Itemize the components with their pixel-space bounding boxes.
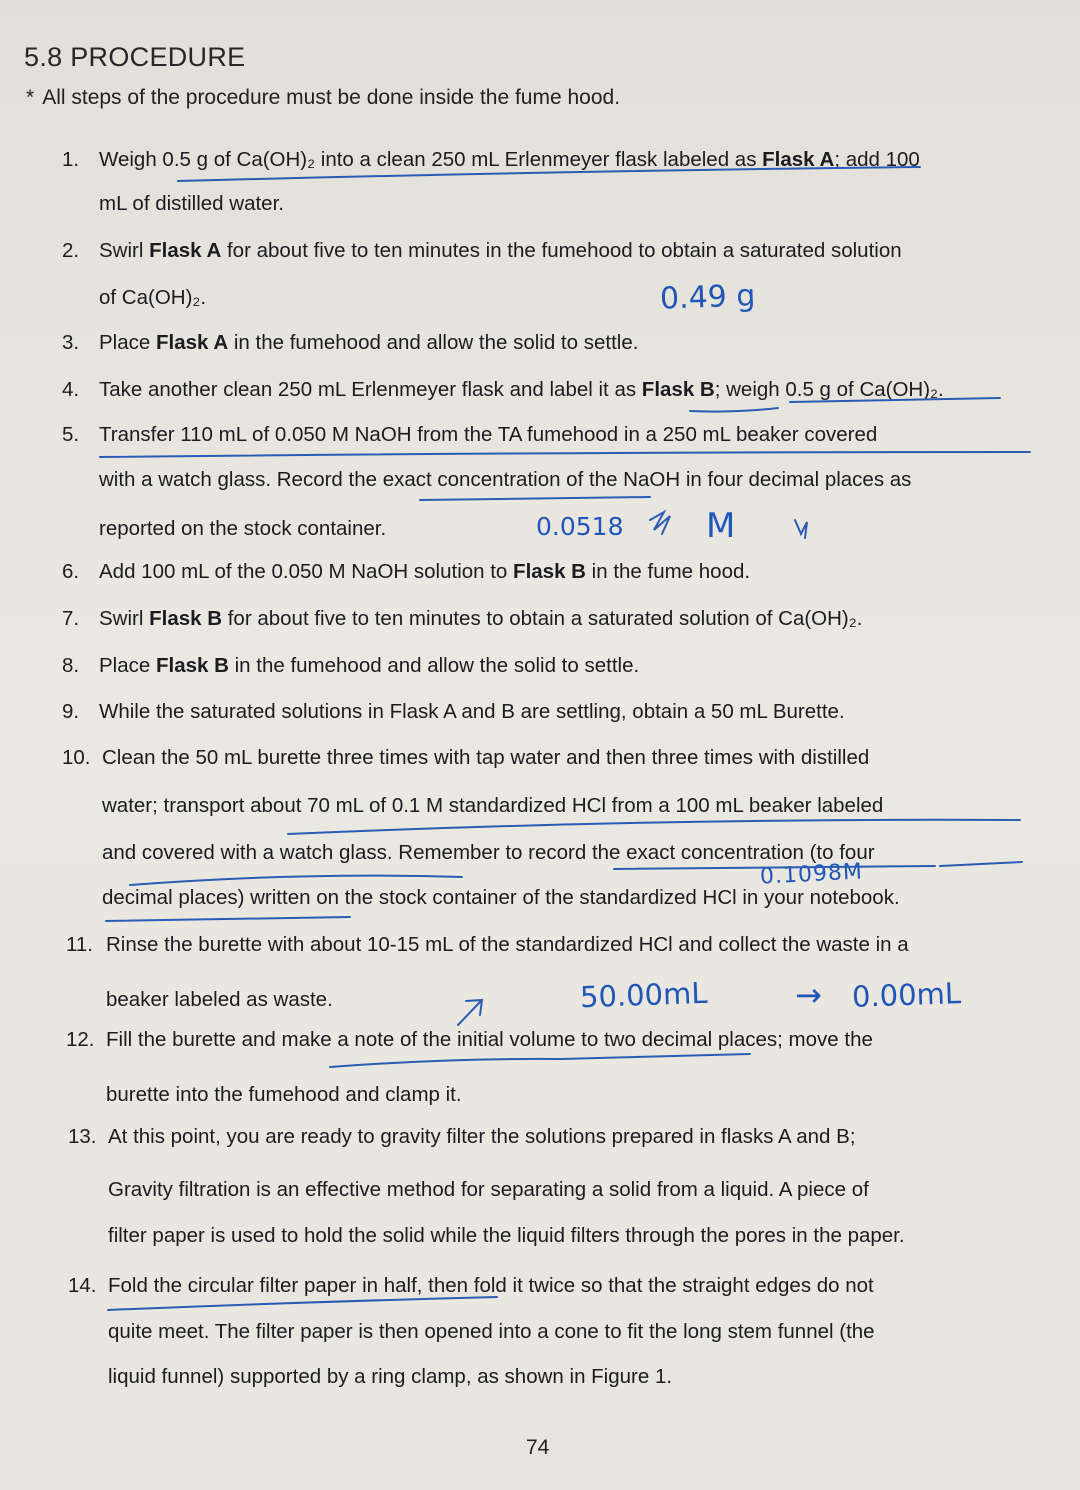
step-line: filter paper is used to hold the solid while the liquid filters through the pores in the paper. bbox=[108, 1224, 905, 1247]
bold-flask-label: Flask A bbox=[762, 148, 835, 171]
step-line: reported on the stock container. bbox=[99, 517, 387, 540]
handwritten-slant-arrow bbox=[458, 1000, 482, 1025]
step-line: water; transport about 70 mL of 0.1 M standardized HCl from a 100 mL beaker labeled bbox=[102, 794, 884, 817]
step-line: Transfer 110 mL of 0.050 M NaOH from the TA fumehood in a 250 mL beaker covered bbox=[99, 423, 878, 446]
underline-step10-c bbox=[940, 862, 1022, 866]
section-heading: 5.8 PROCEDURE bbox=[24, 42, 246, 72]
step-line: At this point, you are ready to gravity filter the solutions prepared in flasks A and B; bbox=[108, 1125, 856, 1148]
step-number: 10. bbox=[62, 746, 91, 769]
step-line: Fold the circular filter paper in half, then fold it twice so that the straight edges do not bbox=[108, 1274, 874, 1297]
handwritten-initial-volume: 50.00mL bbox=[579, 975, 708, 1015]
bold-flask-label: Flask B bbox=[641, 378, 715, 401]
step-line: Fill the burette and make a note of the initial volume to two decimal places; move the bbox=[106, 1028, 873, 1051]
underline-exact-conc bbox=[420, 497, 650, 500]
step-number: 3. bbox=[62, 331, 80, 354]
step-number: 9. bbox=[62, 700, 80, 723]
underline-step12 bbox=[330, 1054, 750, 1067]
step-line: Swirl Flask B for about five to ten minutes to obtain a saturated solution of Ca(OH)₂. bbox=[99, 607, 863, 630]
step-line: Place Flask B in the fumehood and allow the solid to settle. bbox=[99, 654, 640, 677]
handwritten-naoh-unit: M bbox=[706, 506, 736, 546]
step-line: with a watch glass. Record the exact concentration of the NaOH in four decimal places as bbox=[99, 468, 912, 491]
asterisk-icon: * bbox=[26, 86, 35, 109]
step-number: 7. bbox=[62, 607, 80, 630]
bold-flask-label: Flask B bbox=[155, 654, 229, 677]
bold-flask-label: Flask A bbox=[149, 239, 222, 262]
step-line: and covered with a watch glass. Remember to record the exact concentration (to four bbox=[102, 841, 875, 864]
step-line: mL of distilled water. bbox=[99, 192, 284, 215]
step-line: beaker labeled as waste. bbox=[106, 988, 333, 1011]
step-line: burette into the fumehood and clamp it. bbox=[106, 1083, 462, 1106]
page-number: 74 bbox=[526, 1436, 550, 1459]
underline-step14 bbox=[108, 1297, 497, 1310]
step-line: Add 100 mL of the 0.050 M NaOH solution to Flask B in the fume hood. bbox=[99, 560, 751, 583]
underline-flask-b bbox=[690, 408, 778, 412]
step-line: liquid funnel) supported by a ring clamp, as shown in Figure 1. bbox=[108, 1365, 673, 1388]
step-line: Rinse the burette with about 10-15 mL of the standardized HCl and collect the waste in a bbox=[106, 933, 909, 956]
step-line: decimal places) written on the stock container of the standardized HCl in your notebook. bbox=[102, 886, 900, 909]
step-number: 8. bbox=[62, 654, 80, 677]
step-line: Clean the 50 mL burette three times with tap water and then three times with distilled bbox=[102, 746, 870, 769]
underline-step10-d bbox=[130, 876, 462, 885]
underline-step5 bbox=[100, 452, 1030, 457]
step-line: quite meet. The filter paper is then opened into a cone to fit the long stem funnel (the bbox=[108, 1320, 875, 1343]
handwritten-hcl-concentration: 0.1098M bbox=[759, 859, 864, 890]
bold-flask-label: Flask A bbox=[155, 331, 229, 354]
step-line: Gravity filtration is an effective method for separating a solid from a liquid. A piece of bbox=[108, 1178, 869, 1201]
safety-note bbox=[26, 86, 620, 110]
handwritten-arrow: → bbox=[795, 976, 822, 1014]
step-number: 12. bbox=[66, 1028, 95, 1051]
step-number: 14. bbox=[68, 1274, 97, 1297]
handwritten-mass: 0.49 g bbox=[659, 278, 756, 317]
step-number: 2. bbox=[62, 239, 80, 262]
bold-flask-label: Flask B bbox=[149, 607, 223, 630]
step-line: Take another clean 250 mL Erlenmeyer flask and label it as Flask B; weigh 0.5 g of Ca(OH)₂. bbox=[99, 378, 944, 401]
step-number: 6. bbox=[62, 560, 80, 583]
handwritten-naoh-concentration: 0.0518 bbox=[536, 512, 624, 541]
bold-flask-label: Flask B bbox=[513, 560, 586, 583]
handwritten-final-volume: 0.00mL bbox=[851, 976, 962, 1014]
underline-step10-e bbox=[106, 917, 350, 921]
step-number: 4. bbox=[62, 378, 80, 401]
step-line: Swirl Flask A for about five to ten minutes in the fumehood to obtain a saturated solution bbox=[99, 239, 902, 262]
step-number: 13. bbox=[68, 1125, 97, 1148]
step-line: While the saturated solutions in Flask A and B are settling, obtain a 50 mL Burette. bbox=[99, 700, 845, 723]
step-line: Weigh 0.5 g of Ca(OH)₂ into a clean 250 mL Erlenmeyer flask labeled as Flask A; add 100 bbox=[99, 148, 920, 171]
step-line: of Ca(OH)₂. bbox=[99, 286, 207, 309]
step-number: 1. bbox=[62, 148, 80, 171]
step-number: 11. bbox=[66, 933, 93, 956]
step-number: 5. bbox=[62, 423, 80, 446]
safety-note-text: All steps of the procedure must be done inside the fume hood. bbox=[42, 86, 621, 109]
step-line: Place Flask A in the fumehood and allow the solid to settle. bbox=[99, 331, 639, 354]
underline-step10-a bbox=[288, 820, 1020, 834]
